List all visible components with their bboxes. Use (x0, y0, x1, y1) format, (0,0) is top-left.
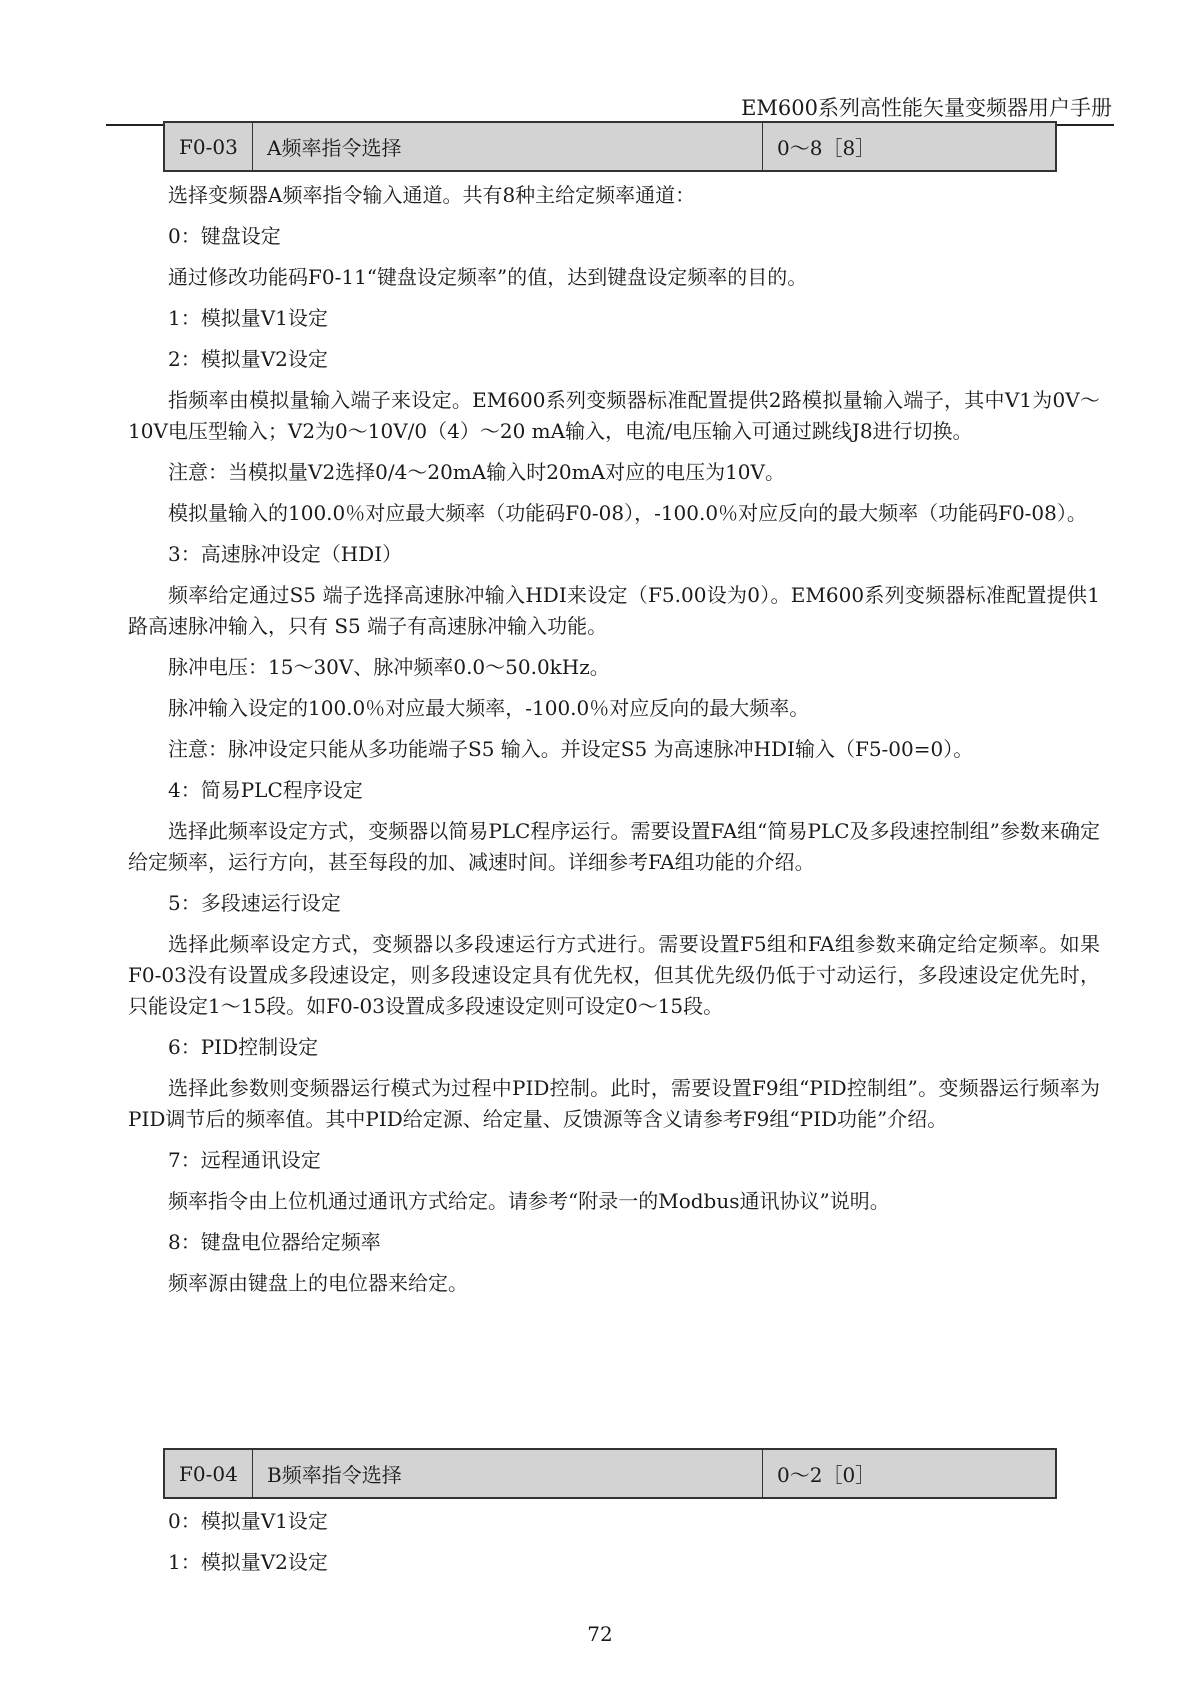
param-table-f0-04 (163, 1448, 1057, 1499)
note: 注意：脉冲设定只能从多功能端子S5 输入。并设定S5 为高速脉冲HDI输入（F5-00=0）。 (168, 737, 974, 761)
option-heading: 4：简易PLC程序设定 (168, 778, 363, 802)
paragraph: 选择此参数则变频器运行模式为过程中PID控制。此时，需要设置F9组“PID控制组”。变频器运行频率为PID调节后的频率值。其中PID给定源、给定量、反馈源等含义请参考F9组“PID功能”介绍。 (128, 1076, 1100, 1131)
param-code: F0-03 (165, 123, 253, 170)
section-a-body (128, 180, 1100, 1309)
paragraph: 选择此频率设定方式，变频器以多段速运行方式进行。需要设置F5组和FA组参数来确定给定频率。如果F0-03没有设置成多段速设定，则多段速设定具有优先权，但其优先级仍低于寸动运行，多段速设定优先时，只能设定1～15段。如F0-03设置成多段速设定则可设定0～15段。 (128, 932, 1100, 1018)
option-heading: 8：键盘电位器给定频率 (168, 1230, 381, 1254)
param-range: 0～2［0］ (777, 1463, 876, 1487)
option-heading: 2：模拟量V2设定 (168, 347, 328, 371)
page-number: 72 (587, 1622, 613, 1646)
section-b-body (128, 1506, 1100, 1588)
paragraph: 选择此频率设定方式，变频器以简易PLC程序运行。需要设置FA组“简易PLC及多段速控制组”参数来确定给定频率，运行方向，甚至每段的加、减速时间。详细参考FA组功能的介绍。 (128, 819, 1100, 874)
paragraph: 频率给定通过S5 端子选择高速脉冲输入HDI来设定（F5.00设为0）。EM600系列变频器标准配置提供1路高速脉冲输入，只有 S5 端子有高速脉冲输入功能。 (128, 583, 1100, 638)
param-name: B频率指令选择 (253, 1450, 763, 1497)
option-heading: 3：高速脉冲设定（HDI） (168, 542, 403, 566)
option-heading: 0：键盘设定 (168, 224, 281, 248)
option-heading: 5：多段速运行设定 (168, 891, 341, 915)
paragraph: 选择变频器A频率指令输入通道。共有8种主给定频率通道： (168, 183, 696, 207)
paragraph: 频率源由键盘上的电位器来给定。 (168, 1271, 468, 1295)
note: 注意：当模拟量V2选择0/4～20mA输入时20mA对应的电压为10V。 (168, 460, 785, 484)
paragraph: 频率指令由上位机通过通讯方式给定。请参考“附录一的Modbus通讯协议”说明。 (168, 1189, 890, 1213)
paragraph: 脉冲输入设定的100.0％对应最大频率，-100.0％对应反向的最大频率。 (168, 696, 810, 720)
option-heading: 6：PID控制设定 (168, 1035, 319, 1059)
paragraph: 模拟量输入的100.0％对应最大频率（功能码F0-08），-100.0％对应反向的最大频率（功能码F0-08）。 (168, 501, 1087, 525)
paragraph: 脉冲电压：15～30V、脉冲频率0.0～50.0kHz。 (168, 655, 610, 679)
param-name: A频率指令选择 (253, 123, 763, 170)
paragraph: 指频率由模拟量输入端子来设定。EM600系列变频器标准配置提供2路模拟量输入端子，其中V1为0V～10V电压型输入；V2为0～10V/0（4）～20 mA输入，电流/电压输入可通过跳线J8进行切换。 (128, 388, 1100, 443)
option-heading: 7：远程通讯设定 (168, 1148, 321, 1172)
paragraph: 通过修改功能码F0-11“键盘设定频率”的值，达到键盘设定频率的目的。 (168, 265, 808, 289)
param-code: F0-04 (165, 1450, 253, 1497)
option-heading: 1：模拟量V1设定 (168, 306, 328, 330)
param-table-f0-03 (163, 121, 1057, 172)
option-heading: 1：模拟量V2设定 (168, 1550, 328, 1574)
page-header-title: EM600系列高性能矢量变频器用户手册 (741, 96, 1112, 120)
param-range: 0～8［8］ (777, 136, 876, 160)
option-heading: 0：模拟量V1设定 (168, 1509, 328, 1533)
